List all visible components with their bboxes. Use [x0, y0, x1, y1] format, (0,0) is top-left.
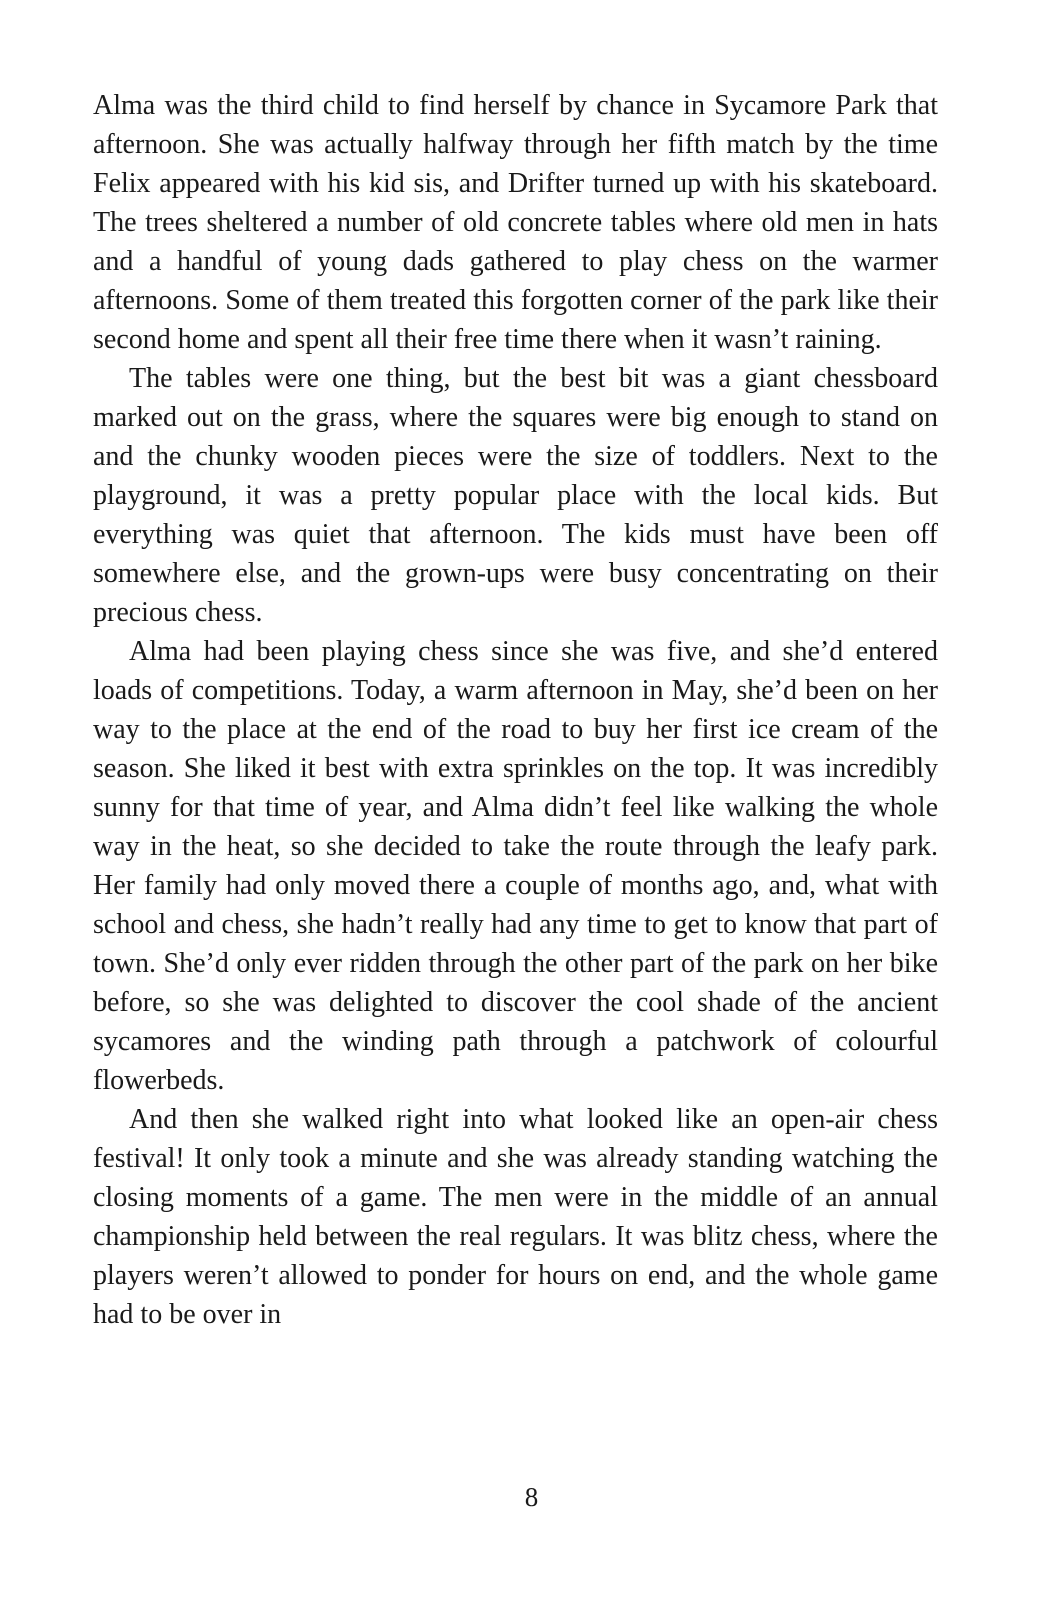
- page-number: 8: [524, 1482, 539, 1512]
- paragraph-2: The tables were one thing, but the best bit was a giant chessboard marked out on the grass, where the squares were big enough to stand on and the chunky wooden pieces were the size of toddlers. Next to the playground, it was a pretty popular place with the local kids. But everything was quiet that afternoon. The kids must have been off somewhere else, and the grown-ups were busy concentrating on their precious chess.: [93, 363, 938, 628]
- paragraph-3: Alma had been playing chess since she was five, and she’d entered loads of competitions. Today, a warm afternoon in May, she’d been on her way to the place at the end of the road to buy her first ice cream of the season. She liked it best with extra sprinkles on the top. It was incredibly sunny for that time of year, and Alma didn’t feel like walking the whole way in the heat, so she decided to take the route through the leafy park. Her family had only moved there a couple of months ago, and, what with school and chess, she hadn’t really had any time to get to know that part of town. She’d only ever ridden through the other part of the park on her bike before, so she was delighted to discover the cool shade of the ancient sycamores and the winding path through a patchwork of colourful flowerbeds.: [93, 636, 938, 1096]
- paragraph-1: Alma was the third child to find herself by chance in Sycamore Park that afternoon. She was actually halfway through her fifth match by the time Felix appeared with his kid sis, and Drifter turned up with his skateboard. The trees sheltered a number of old concrete tables where old men in hats and a handful of young dads gathered to play chess on the warmer afternoons. Some of them treated this forgotten corner of the park like their second home and spent all their free time there when it wasn’t raining.: [93, 90, 938, 355]
- paragraph-4: And then she walked right into what looked like an open-air chess festival! It only took a minute and she was already standing watching the closing moments of a game. The men were in the middle of an annual championship held between the real regulars. It was blitz chess, where the players weren’t allowed to ponder for hours on end, and the whole game had to be over in: [93, 1104, 938, 1330]
- body-text: [93, 86, 938, 1334]
